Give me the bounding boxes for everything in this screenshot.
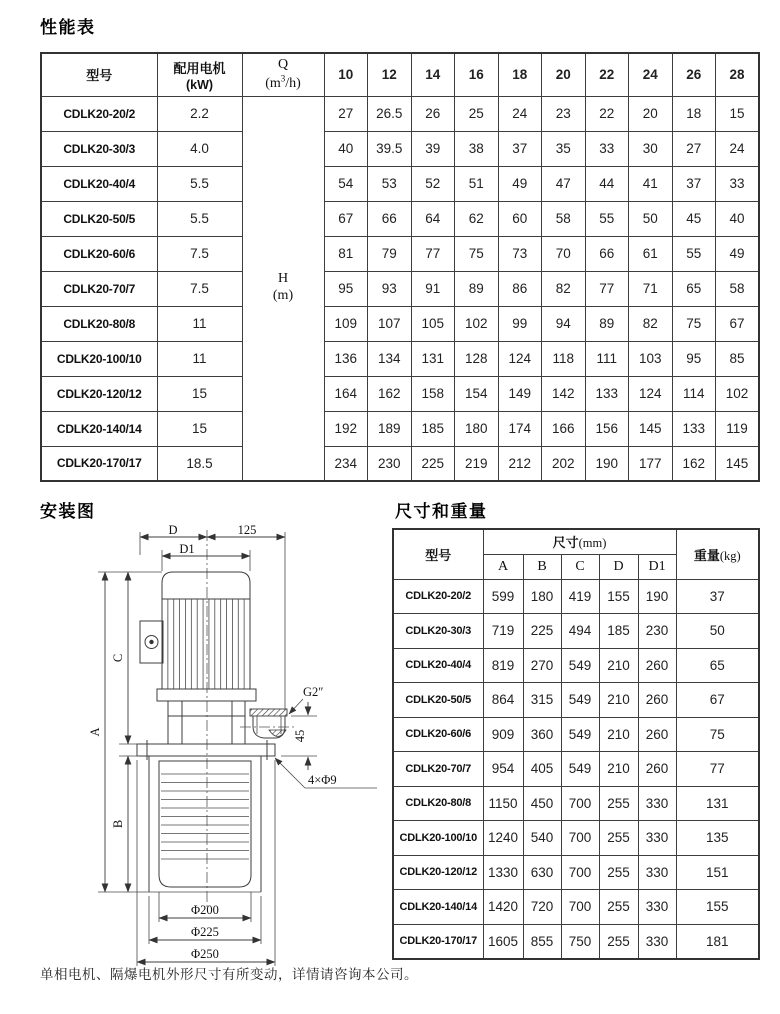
dimension-cell: 330 — [638, 890, 676, 925]
weight-cell: 77 — [676, 752, 759, 787]
head-value-cell: 24 — [498, 96, 542, 131]
head-value-cell: 118 — [542, 341, 586, 376]
dimension-cell: 180 — [523, 579, 561, 614]
flow-value-header: 26 — [672, 53, 716, 96]
head-value-cell: 40 — [324, 131, 368, 166]
dimension-cell: 255 — [599, 924, 638, 959]
model-cell: CDLK20-80/8 — [41, 306, 157, 341]
performance-row — [41, 166, 759, 201]
head-value-cell: 58 — [542, 201, 586, 236]
head-value-cell: 162 — [672, 446, 716, 481]
head-value-cell: 75 — [455, 236, 499, 271]
installation-diagram-title: 安装图 — [40, 502, 96, 521]
model-cell: CDLK20-100/10 — [41, 341, 157, 376]
col-header-flow: Q $(m^3/h)$ — [242, 53, 324, 96]
motor-power-cell: 7.5 — [157, 236, 242, 271]
performance-row — [41, 376, 759, 411]
head-value-cell: 133 — [585, 376, 629, 411]
dimensions-row — [393, 855, 759, 890]
dimensions-row — [393, 579, 759, 614]
dimension-cell: 330 — [638, 786, 676, 821]
model-cell: CDLK20-170/17 — [393, 924, 483, 959]
motor-power-cell: 2.2 — [157, 96, 242, 131]
head-value-cell: 60 — [498, 201, 542, 236]
head-value-cell: 66 — [368, 201, 412, 236]
head-value-cell: 64 — [411, 201, 455, 236]
weight-cell: 155 — [676, 890, 759, 925]
head-value-cell: 38 — [455, 131, 499, 166]
dimension-cell: 540 — [523, 821, 561, 856]
head-value-cell: 26 — [411, 96, 455, 131]
head-value-cell: 189 — [368, 411, 412, 446]
model-cell: CDLK20-40/4 — [393, 648, 483, 683]
head-value-cell: 33 — [585, 131, 629, 166]
head-value-cell: 49 — [498, 166, 542, 201]
head-value-cell: 77 — [585, 271, 629, 306]
col-header-dim-group: 尺寸(mm) — [483, 529, 676, 554]
head-value-cell: 73 — [498, 236, 542, 271]
head-value-cell: 27 — [672, 131, 716, 166]
head-value-cell: 89 — [455, 271, 499, 306]
dimension-cell: 360 — [523, 717, 561, 752]
flow-value-header: 24 — [629, 53, 673, 96]
head-value-cell: 82 — [542, 271, 586, 306]
motor-power-cell: 4.0 — [157, 131, 242, 166]
dimension-cell: 855 — [523, 924, 561, 959]
footer-note: 单相电机、隔爆电机外形尺寸有所变动，详情请咨询本公司。 — [40, 967, 418, 982]
head-value-cell: 219 — [455, 446, 499, 481]
port-thread-label: G2″ — [303, 685, 324, 699]
dimension-cell: 630 — [523, 855, 561, 890]
head-value-cell: 79 — [368, 236, 412, 271]
col-header-weight: 重量(kg) — [676, 529, 759, 579]
performance-table-body — [41, 96, 759, 481]
head-value-cell: 67 — [324, 201, 368, 236]
model-cell: CDLK20-60/6 — [41, 236, 157, 271]
head-value-cell: 70 — [542, 236, 586, 271]
head-value-cell: 40 — [716, 201, 760, 236]
head-value-cell: 65 — [672, 271, 716, 306]
head-value-cell: 49 — [716, 236, 760, 271]
motor-power-cell: 18.5 — [157, 446, 242, 481]
head-value-cell: 23 — [542, 96, 586, 131]
dimension-cell: 255 — [599, 786, 638, 821]
model-cell: CDLK20-50/5 — [41, 201, 157, 236]
performance-table — [40, 52, 760, 482]
dim-label-c: C — [111, 653, 125, 663]
weight-cell: 151 — [676, 855, 759, 890]
flow-value-header: 14 — [411, 53, 455, 96]
head-value-cell: 145 — [629, 411, 673, 446]
model-cell: CDLK20-170/17 — [41, 446, 157, 481]
dimension-cell: 599 — [483, 579, 523, 614]
dim-label-a: A — [88, 727, 102, 737]
head-value-cell: 39.5 — [368, 131, 412, 166]
dimension-cell: 330 — [638, 821, 676, 856]
weight-cell: 50 — [676, 614, 759, 649]
performance-row — [41, 446, 759, 481]
performance-row — [41, 411, 759, 446]
head-value-cell: 95 — [324, 271, 368, 306]
head-value-cell: 58 — [716, 271, 760, 306]
model-cell: CDLK20-50/5 — [393, 683, 483, 718]
model-cell: CDLK20-70/7 — [41, 271, 157, 306]
flow-value-header: 22 — [585, 53, 629, 96]
left-dimensions — [88, 572, 162, 892]
dimension-cell: 185 — [599, 614, 638, 649]
dim-label-phi200: Φ200 — [191, 903, 219, 917]
dimension-cell: 419 — [561, 579, 599, 614]
head-value-cell: 124 — [629, 376, 673, 411]
dimension-cell: 260 — [638, 648, 676, 683]
col-header-d: D — [599, 554, 638, 579]
head-value-cell: 67 — [716, 306, 760, 341]
motor-body — [140, 572, 256, 701]
col-header-model: 型号 — [41, 53, 157, 96]
dimension-cell: 190 — [638, 579, 676, 614]
col-header-d1: D1 — [638, 554, 676, 579]
dimensions-row — [393, 786, 759, 821]
dimension-cell: 210 — [599, 752, 638, 787]
head-value-cell: 95 — [672, 341, 716, 376]
dimension-cell: 210 — [599, 648, 638, 683]
dimension-cell: 1240 — [483, 821, 523, 856]
dimension-cell: 255 — [599, 855, 638, 890]
dimension-cell: 719 — [483, 614, 523, 649]
flow-value-header: 20 — [542, 53, 586, 96]
motor-power-cell: 15 — [157, 376, 242, 411]
model-cell: CDLK20-80/8 — [393, 786, 483, 821]
performance-row — [41, 96, 759, 131]
motor-power-cell: 7.5 — [157, 271, 242, 306]
dimension-cell: 210 — [599, 683, 638, 718]
port-thread-callout — [289, 685, 323, 714]
model-cell: CDLK20-100/10 — [393, 821, 483, 856]
weight-cell: 37 — [676, 579, 759, 614]
head-value-cell: 30 — [629, 131, 673, 166]
dimension-cell: 1330 — [483, 855, 523, 890]
head-value-cell: 77 — [411, 236, 455, 271]
dimension-cell: 260 — [638, 717, 676, 752]
head-value-cell: 18 — [672, 96, 716, 131]
head-value-cell: 26.5 — [368, 96, 412, 131]
head-value-cell: 91 — [411, 271, 455, 306]
performance-row — [41, 236, 759, 271]
motor-power-cell: 5.5 — [157, 201, 242, 236]
head-value-cell: 102 — [716, 376, 760, 411]
head-value-cell: 149 — [498, 376, 542, 411]
head-value-cell: 192 — [324, 411, 368, 446]
dimension-cell: 549 — [561, 752, 599, 787]
col-header-a: A — [483, 554, 523, 579]
flow-value-header: 16 — [455, 53, 499, 96]
head-value-cell: 44 — [585, 166, 629, 201]
head-value-cell: 119 — [716, 411, 760, 446]
performance-row — [41, 201, 759, 236]
head-value-cell: 180 — [455, 411, 499, 446]
dimension-cell: 700 — [561, 821, 599, 856]
col-header-motor: 配用电机 (kW) — [157, 53, 242, 96]
head-value-cell: 174 — [498, 411, 542, 446]
head-value-cell: 27 — [324, 96, 368, 131]
installation-diagram — [35, 524, 385, 972]
head-value-cell: 52 — [411, 166, 455, 201]
head-value-cell: 105 — [411, 306, 455, 341]
dimension-cell: 494 — [561, 614, 599, 649]
head-value-cell: 37 — [672, 166, 716, 201]
head-value-cell: 134 — [368, 341, 412, 376]
head-value-cell: 47 — [542, 166, 586, 201]
flow-value-header: 18 — [498, 53, 542, 96]
head-value-cell: 99 — [498, 306, 542, 341]
bolt-holes-callout — [275, 758, 377, 788]
dimension-cell: 255 — [599, 890, 638, 925]
head-value-cell: 111 — [585, 341, 629, 376]
col-header-model: 型号 — [393, 529, 483, 579]
performance-row — [41, 341, 759, 376]
dimension-cell: 255 — [599, 821, 638, 856]
weight-cell: 135 — [676, 821, 759, 856]
dimensions-row — [393, 717, 759, 752]
head-value-cell: 164 — [324, 376, 368, 411]
head-value-cell: 124 — [498, 341, 542, 376]
head-value-cell: 107 — [368, 306, 412, 341]
head-value-cell: 22 — [585, 96, 629, 131]
model-cell: CDLK20-30/3 — [41, 131, 157, 166]
head-value-cell: 75 — [672, 306, 716, 341]
head-value-cell: 128 — [455, 341, 499, 376]
head-value-cell: 45 — [672, 201, 716, 236]
head-value-cell: 41 — [629, 166, 673, 201]
head-value-cell: 15 — [716, 96, 760, 131]
dimensions-weight-table — [392, 528, 760, 960]
dimension-cell: 330 — [638, 924, 676, 959]
pump-head — [168, 701, 245, 744]
head-value-cell: 39 — [411, 131, 455, 166]
dimensions-row — [393, 890, 759, 925]
dimension-cell: 330 — [638, 855, 676, 890]
model-cell: CDLK20-40/4 — [41, 166, 157, 201]
weight-cell: 67 — [676, 683, 759, 718]
head-value-cell: 166 — [542, 411, 586, 446]
dimension-cell: 1420 — [483, 890, 523, 925]
head-value-cell: 35 — [542, 131, 586, 166]
dim-label-125: 125 — [237, 524, 257, 537]
dim-label-d1: D1 — [179, 542, 195, 556]
head-value-cell: 82 — [629, 306, 673, 341]
head-value-cell: 136 — [324, 341, 368, 376]
dimension-cell: 864 — [483, 683, 523, 718]
model-cell: CDLK20-140/14 — [41, 411, 157, 446]
dimension-cell: 405 — [523, 752, 561, 787]
head-value-cell: 109 — [324, 306, 368, 341]
bolt-holes-label: 4×Φ9 — [308, 773, 337, 787]
dimension-cell: 260 — [638, 752, 676, 787]
dimension-cell: 210 — [599, 717, 638, 752]
dimension-cell: 270 — [523, 648, 561, 683]
weight-cell: 65 — [676, 648, 759, 683]
head-value-cell: 230 — [368, 446, 412, 481]
head-value-cell: 142 — [542, 376, 586, 411]
base-flange — [137, 740, 275, 760]
model-cell: CDLK20-140/14 — [393, 890, 483, 925]
motor-power-cell: 5.5 — [157, 166, 242, 201]
motor-power-cell: 15 — [157, 411, 242, 446]
flow-value-header: 28 — [716, 53, 760, 96]
dim-label-d: D — [168, 524, 178, 537]
dimension-cell: 720 — [523, 890, 561, 925]
head-value-cell: 131 — [411, 341, 455, 376]
head-value-cell: 50 — [629, 201, 673, 236]
dimension-cell: 155 — [599, 579, 638, 614]
head-value-cell: 55 — [585, 201, 629, 236]
col-header-c: C — [561, 554, 599, 579]
dimension-cell: 230 — [638, 614, 676, 649]
model-cell: CDLK20-30/3 — [393, 614, 483, 649]
dimensions-row — [393, 821, 759, 856]
head-value-cell: 54 — [324, 166, 368, 201]
weight-cell: 131 — [676, 786, 759, 821]
head-value-cell: 145 — [716, 446, 760, 481]
dims-header-row-1 — [393, 529, 759, 554]
head-value-cell: 62 — [455, 201, 499, 236]
head-value-cell: 158 — [411, 376, 455, 411]
dimension-cell: 1150 — [483, 786, 523, 821]
dimension-cell: 700 — [561, 786, 599, 821]
head-value-cell: 61 — [629, 236, 673, 271]
head-value-cell: 94 — [542, 306, 586, 341]
dim-label-phi250: Φ250 — [191, 947, 219, 961]
head-value-cell: 89 — [585, 306, 629, 341]
dimensions-table-title: 尺寸和重量 — [395, 502, 488, 521]
flow-value-header: 10 — [324, 53, 368, 96]
dimension-cell: 549 — [561, 648, 599, 683]
col-header-b: B — [523, 554, 561, 579]
head-value-cell: 20 — [629, 96, 673, 131]
head-value-cell: 234 — [324, 446, 368, 481]
head-value-cell: 102 — [455, 306, 499, 341]
pump-drawing — [35, 524, 385, 972]
dimension-cell: 1605 — [483, 924, 523, 959]
head-value-cell: 37 — [498, 131, 542, 166]
head-value-cell: 25 — [455, 96, 499, 131]
model-cell: CDLK20-120/12 — [41, 376, 157, 411]
dimensions-row — [393, 614, 759, 649]
head-value-cell: 103 — [629, 341, 673, 376]
head-value-cell: 53 — [368, 166, 412, 201]
head-value-cell: 51 — [455, 166, 499, 201]
model-cell: CDLK20-20/2 — [41, 96, 157, 131]
performance-header-row — [41, 53, 759, 96]
head-value-cell: 185 — [411, 411, 455, 446]
head-value-cell: 190 — [585, 446, 629, 481]
dimension-cell: 819 — [483, 648, 523, 683]
dimensions-row — [393, 683, 759, 718]
dimension-cell: 700 — [561, 855, 599, 890]
dimension-cell: 549 — [561, 683, 599, 718]
head-value-cell: 156 — [585, 411, 629, 446]
performance-row — [41, 306, 759, 341]
dimension-cell: 750 — [561, 924, 599, 959]
motor-power-cell: 11 — [157, 306, 242, 341]
dimensions-row — [393, 648, 759, 683]
head-value-cell: 55 — [672, 236, 716, 271]
head-value-cell: 154 — [455, 376, 499, 411]
dimension-cell: 450 — [523, 786, 561, 821]
performance-table-title: 性能表 — [40, 18, 96, 37]
head-unit-cell: H (m) — [242, 96, 324, 481]
dim-label-phi225: Φ225 — [191, 925, 219, 939]
performance-row — [41, 131, 759, 166]
dimension-cell: 315 — [523, 683, 561, 718]
flow-value-header: 12 — [368, 53, 412, 96]
dimensions-row — [393, 924, 759, 959]
head-value-cell: 66 — [585, 236, 629, 271]
weight-cell: 181 — [676, 924, 759, 959]
head-value-cell: 162 — [368, 376, 412, 411]
discharge-port — [240, 709, 297, 738]
weight-cell: 75 — [676, 717, 759, 752]
head-value-cell: 33 — [716, 166, 760, 201]
dimension-cell: 549 — [561, 717, 599, 752]
head-value-cell: 81 — [324, 236, 368, 271]
head-value-cell: 212 — [498, 446, 542, 481]
model-cell: CDLK20-120/12 — [393, 855, 483, 890]
dimension-cell: 909 — [483, 717, 523, 752]
dim-label-45: 45 — [293, 729, 307, 743]
head-value-cell: 202 — [542, 446, 586, 481]
model-cell: CDLK20-60/6 — [393, 717, 483, 752]
performance-row — [41, 271, 759, 306]
dimensions-row — [393, 752, 759, 787]
head-value-cell: 93 — [368, 271, 412, 306]
dimension-cell: 954 — [483, 752, 523, 787]
dimensions-table-body — [393, 579, 759, 959]
head-value-cell: 24 — [716, 131, 760, 166]
head-value-cell: 85 — [716, 341, 760, 376]
dim-label-b: B — [111, 819, 125, 829]
head-value-cell: 177 — [629, 446, 673, 481]
model-cell: CDLK20-20/2 — [393, 579, 483, 614]
head-value-cell: 114 — [672, 376, 716, 411]
dimension-cell: 225 — [523, 614, 561, 649]
motor-power-cell: 11 — [157, 341, 242, 376]
head-value-cell: 71 — [629, 271, 673, 306]
head-value-cell: 86 — [498, 271, 542, 306]
dimension-cell: 700 — [561, 890, 599, 925]
model-cell: CDLK20-70/7 — [393, 752, 483, 787]
head-value-cell: 133 — [672, 411, 716, 446]
head-value-cell: 225 — [411, 446, 455, 481]
dimension-cell: 260 — [638, 683, 676, 718]
